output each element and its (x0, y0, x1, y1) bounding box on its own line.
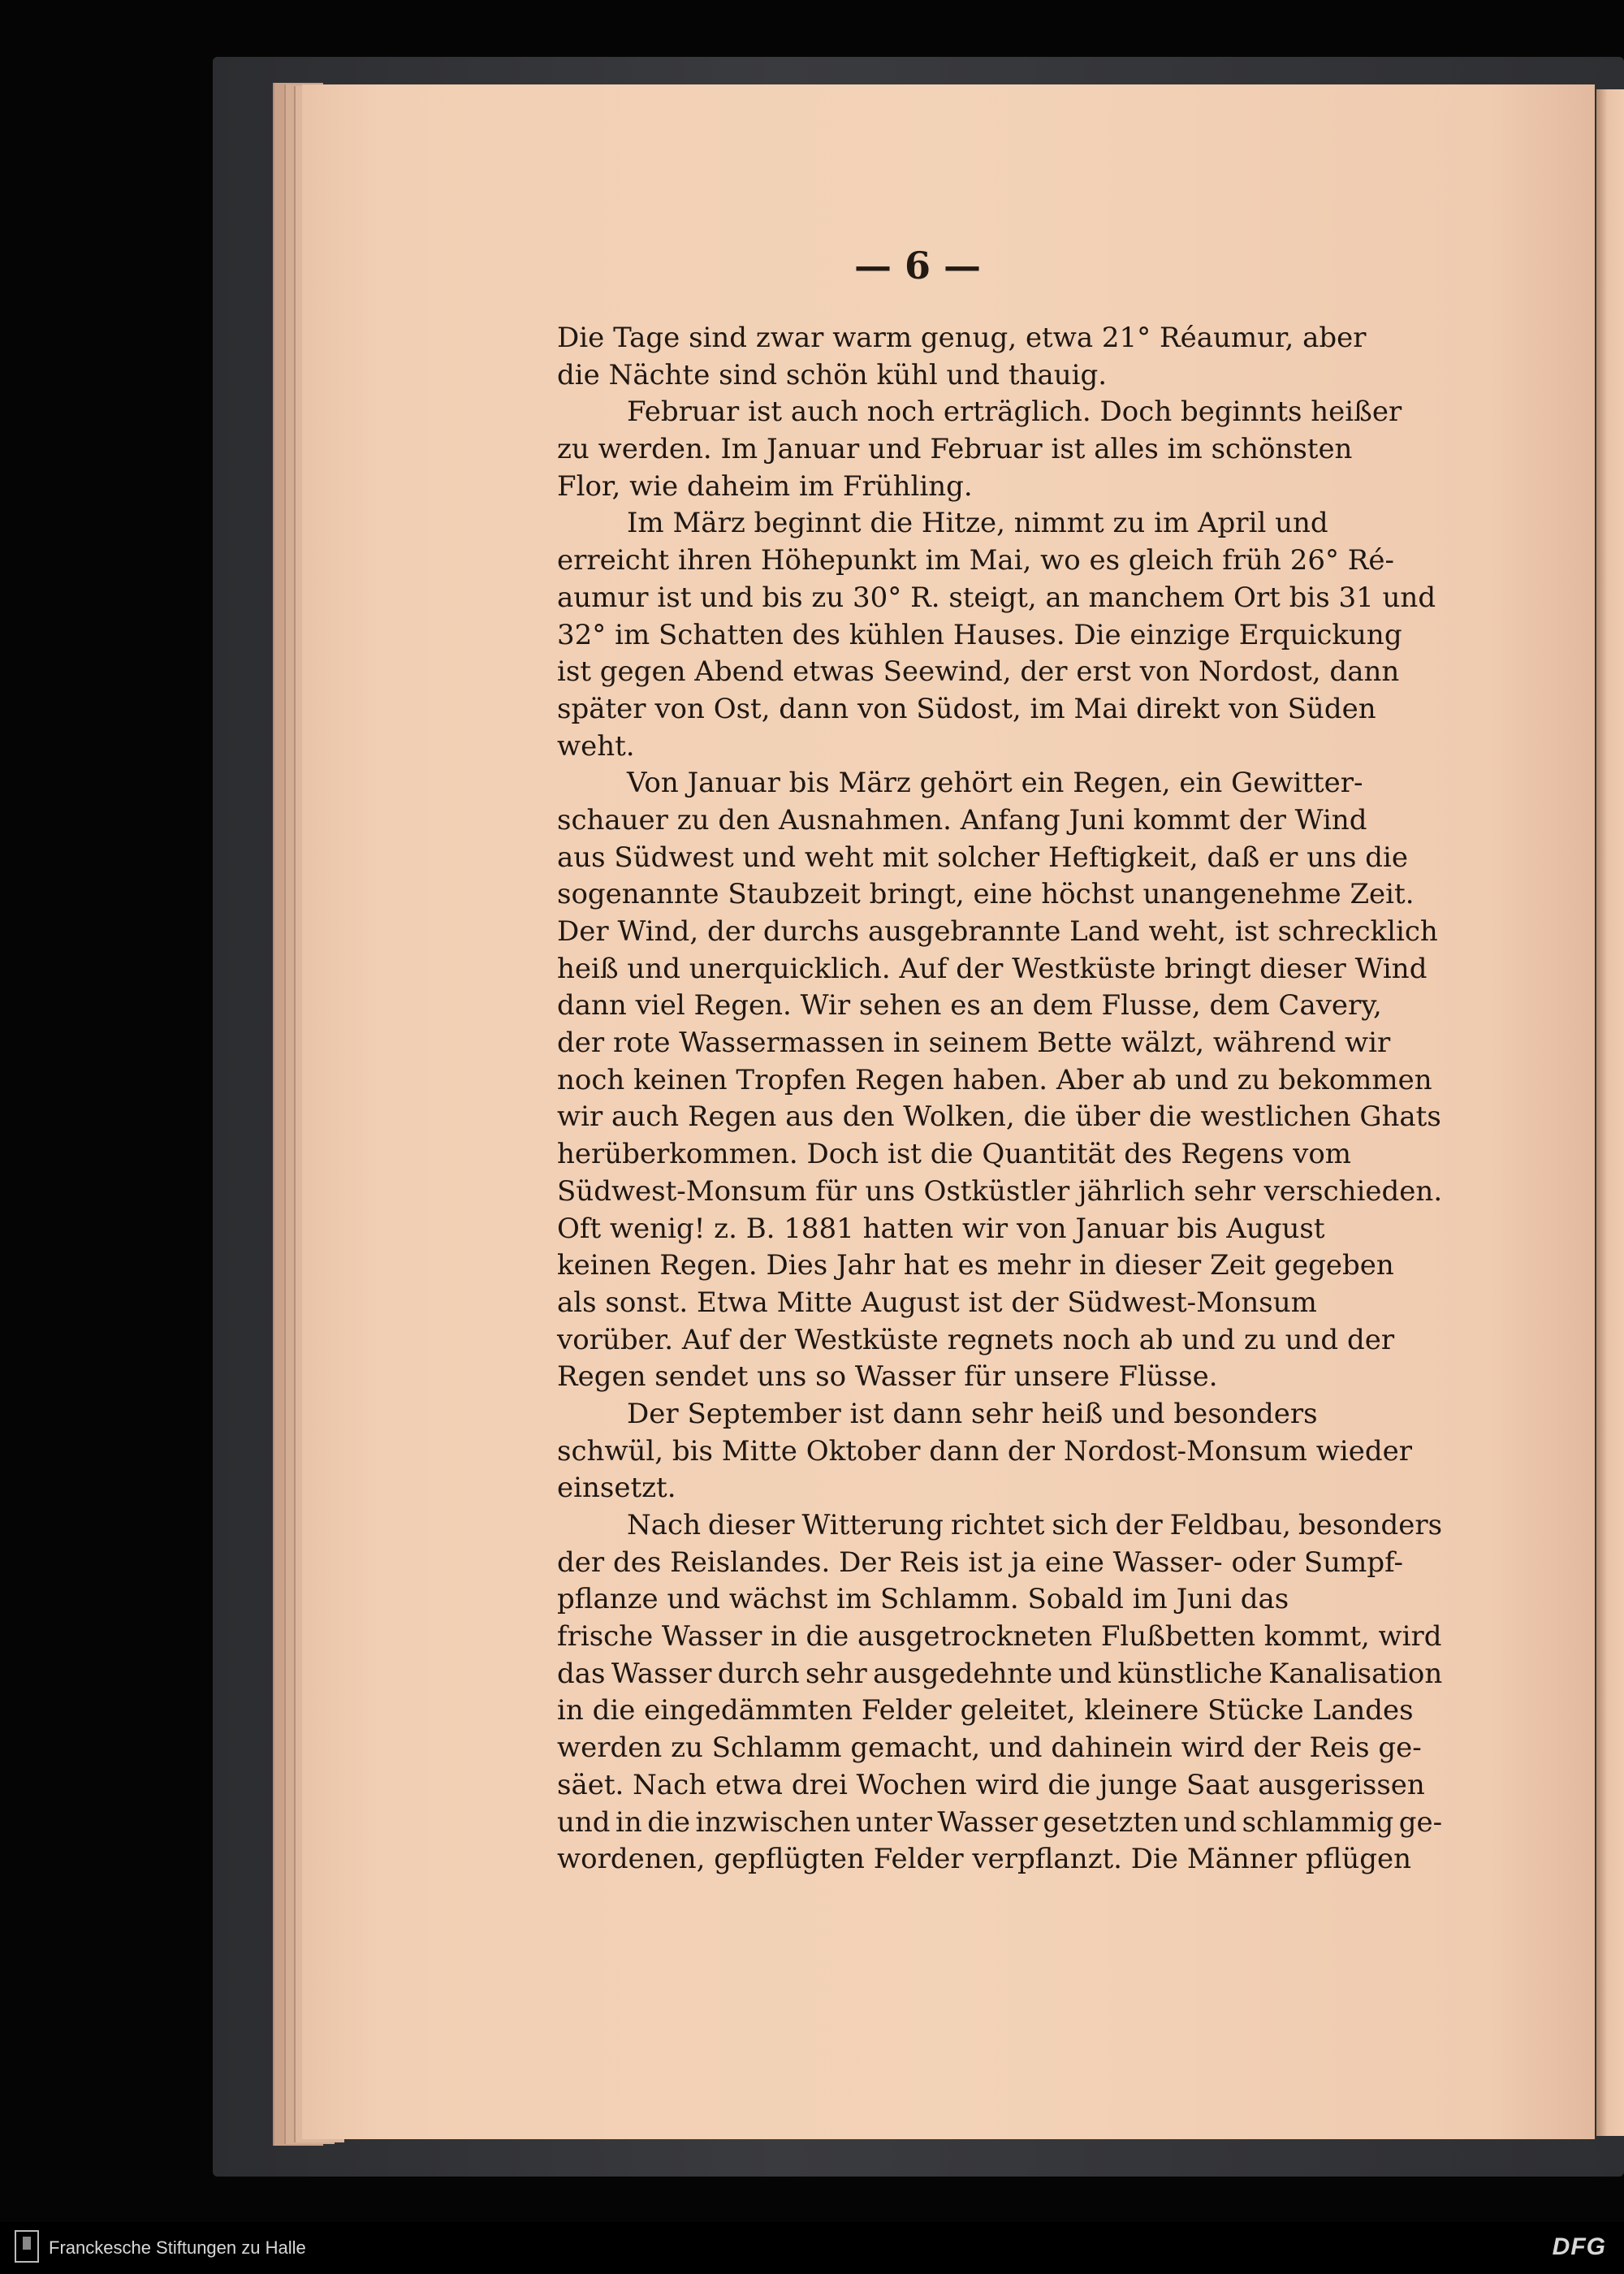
page-text (557, 320, 1442, 1878)
text-line: Flor, wie daheim im Frühling. (557, 469, 973, 503)
text-line: säet. Nach etwa drei Wochen wird die junge Saat ausgerissen (557, 1768, 1425, 1801)
text-line: schauer zu den Ausnahmen. Anfang Juni kommt der Wind (557, 803, 1367, 837)
text-line: Oft wenig! z. B. 1881 hatten wir von Januar bis August (557, 1212, 1325, 1245)
text-line: der des Reislandes. Der Reis ist ja eine Wasser- oder Sumpf- (557, 1546, 1403, 1579)
text-line: ist gegen Abend etwas Seewind, der erst von Nordost, dann (557, 655, 1400, 689)
text-line: pflanze und wächst im Schlamm. Sobald im Juni das (557, 1583, 1289, 1616)
text-line: herüberkommen. Doch ist die Quantität des Regens vom (557, 1138, 1352, 1171)
text-line: frische Wasser in die ausgetrockneten Flußbetten kommt, wird (557, 1620, 1442, 1654)
text-line: in die eingedämmten Felder geleitet, kleinere Stücke Landes (557, 1694, 1414, 1727)
text-line: einsetzt. (557, 1472, 676, 1505)
text-line: Von Januar bis März gehört ein Regen, ein Gewitter- (627, 767, 1363, 800)
next-page-edge (1596, 89, 1624, 2136)
text-line: Südwest-Monsum für uns Ostküstler jährlich sehr verschieden. (557, 1174, 1443, 1208)
text-line: Februar ist auch noch erträglich. Doch beginnts heißer (627, 396, 1402, 429)
text-line: aumur ist und bis zu 30° R. steigt, an manchem Ort bis 31 und (557, 581, 1436, 614)
text-line: sogenannte Staubzeit bringt, eine höchst unangenehme Zeit. (557, 878, 1415, 911)
text-line: schwül, bis Mitte Oktober dann der Nordost-Monsum wieder (557, 1434, 1412, 1468)
text-line: der rote Wassermassen in seinem Bette wälzt, während wir (557, 1027, 1391, 1060)
text-line: dann viel Regen. Wir sehen es an dem Flusse, dem Cavery, (557, 989, 1382, 1022)
text-line: Regen sendet uns so Wasser für unsere Flüsse. (557, 1360, 1218, 1394)
text-line: weht. (557, 729, 635, 763)
text-line: später von Ost, dann von Südost, im Mai direkt von Süden (557, 692, 1376, 725)
text-line: Im März beginnt die Hitze, nimmt zu im April und (627, 507, 1328, 540)
text-line: noch keinen Tropfen Regen haben. Aber ab und zu bekommen (557, 1063, 1432, 1096)
institution-logo-icon (15, 2230, 39, 2263)
text-line: als sonst. Etwa Mitte August ist der Südwest-Monsum (557, 1286, 1317, 1319)
text-line: wordenen, gepflügten Felder verpflanzt. Die Männer pflügen (557, 1843, 1412, 1876)
dfg-logo: DFG (1552, 2233, 1606, 2260)
text-line: vorüber. Auf der Westküste regnets noch ab und zu und der (557, 1323, 1395, 1356)
text-line: das Wasser durch sehr ausgedehnte und künstliche Kanalisation (557, 1657, 1443, 1690)
text-line: keinen Regen. Dies Jahr hat es mehr in dieser Zeit gegeben (557, 1249, 1394, 1282)
text-line: 32° im Schatten des kühlen Hauses. Die einzige Erquickung (557, 618, 1402, 651)
text-line: zu werden. Im Januar und Februar ist alles im schönsten (557, 433, 1353, 466)
text-line: Der September ist dann sehr heiß und besonders (627, 1397, 1318, 1430)
text-line: Der Wind, der durchs ausgebrannte Land weht, ist schrecklich (557, 915, 1438, 948)
text-line: und in die inzwischen unter Wasser gesetzten und schlammig ge- (557, 1805, 1443, 1839)
viewer-footer (0, 2222, 1624, 2274)
text-line: heiß und unerquicklich. Auf der Westküste bringt dieser Wind (557, 952, 1427, 985)
text-line: die Nächte sind schön kühl und thauig. (557, 358, 1108, 391)
text-line: wir auch Regen aus den Wolken, die über die westlichen Ghats (557, 1100, 1441, 1134)
text-line: aus Südwest und weht mit solcher Heftigkeit, daß er uns die (557, 841, 1409, 874)
institution-name: Franckesche Stiftungen zu Halle (49, 2237, 306, 2258)
text-line: erreicht ihren Höhepunkt im Mai, wo es gleich früh 26° Ré- (557, 544, 1395, 577)
text-line: Nach dieser Witterung richtet sich der Feldbau, besonders (627, 1509, 1443, 1541)
text-line: Die Tage sind zwar warm genug, etwa 21° Réaumur, aber (557, 322, 1367, 354)
text-line: werden zu Schlamm gemacht, und dahinein wird der Reis ge- (557, 1731, 1422, 1765)
page-number: — 6 — (853, 244, 982, 287)
